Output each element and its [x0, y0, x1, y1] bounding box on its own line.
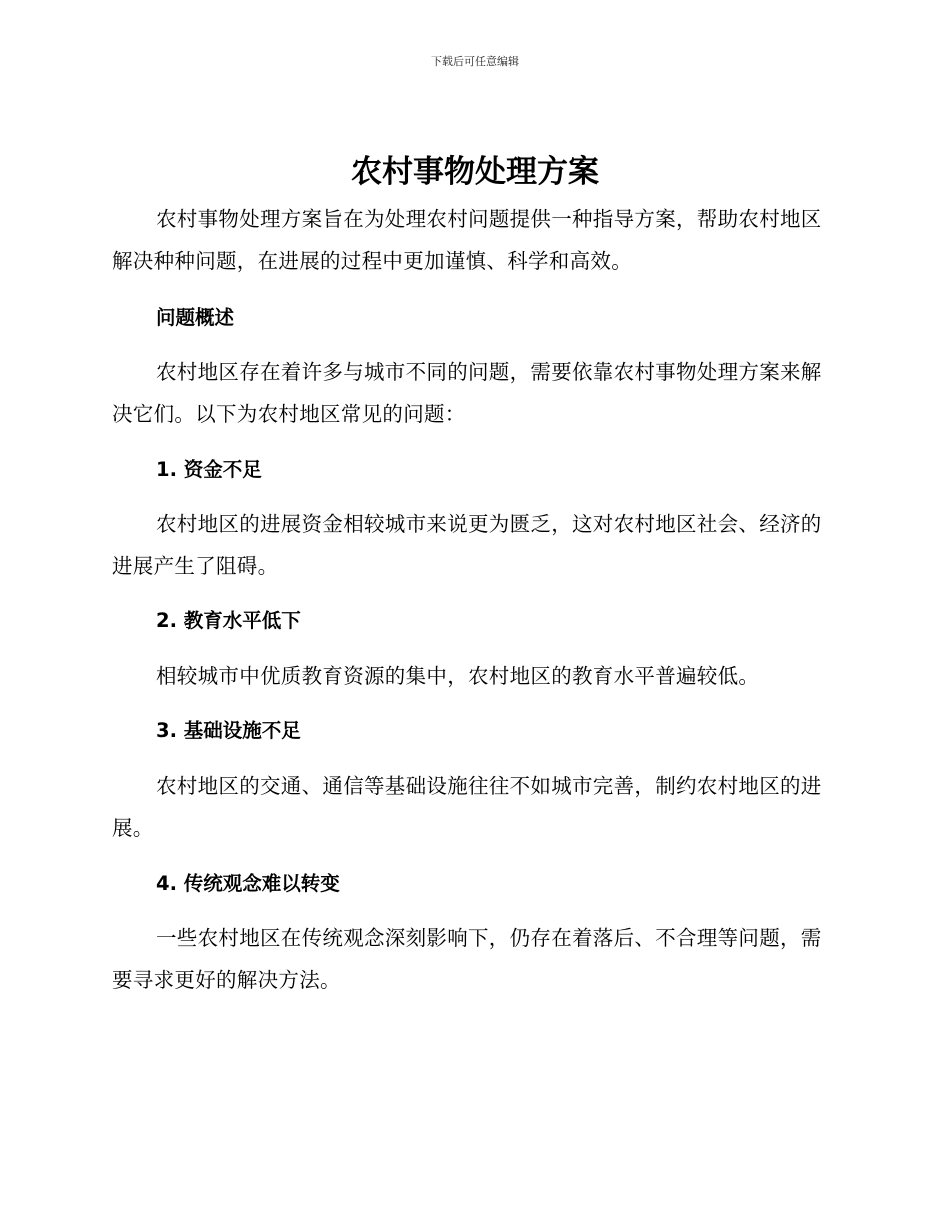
document-title: 农村事物处理方案: [351, 154, 599, 190]
overview-heading: 问题概述: [156, 306, 235, 329]
intro-paragraph: 农村事物处理方案旨在为处理农村问题提供一种指导方案，帮助农村地区解决种种问题，在进展的过程中更加谨慎、科学和高效。: [112, 207, 822, 273]
problem-2-heading: 2. 教育水平低下: [156, 609, 301, 632]
problem-3-paragraph: 农村地区的交通、通信等基础设施往往不如城市完善，制约农村地区的进展。: [112, 774, 822, 840]
problem-4-heading: 4. 传统观念难以转变: [156, 872, 340, 895]
overview-paragraph: 农村地区存在着许多与城市不同的问题，需要依靠农村事物处理方案来解决它们。以下为农村地区常见的问题：: [112, 360, 822, 426]
problem-4-paragraph: 一些农村地区在传统观念深刻影响下，仍存在着落后、不合理等问题，需要寻求更好的解决方法。: [112, 926, 822, 992]
problem-2-paragraph: 相较城市中优质教育资源的集中，农村地区的教育水平普遍较低。: [156, 664, 760, 688]
problem-1-heading: 1. 资金不足: [156, 458, 262, 481]
problem-3-heading: 3. 基础设施不足: [156, 719, 301, 742]
problem-1-paragraph: 农村地区的进展资金相较城市来说更为匮乏，这对农村地区社会、经济的进展产生了阻碍。: [112, 512, 822, 578]
header-note: 下载后可任意编辑: [431, 55, 519, 68]
